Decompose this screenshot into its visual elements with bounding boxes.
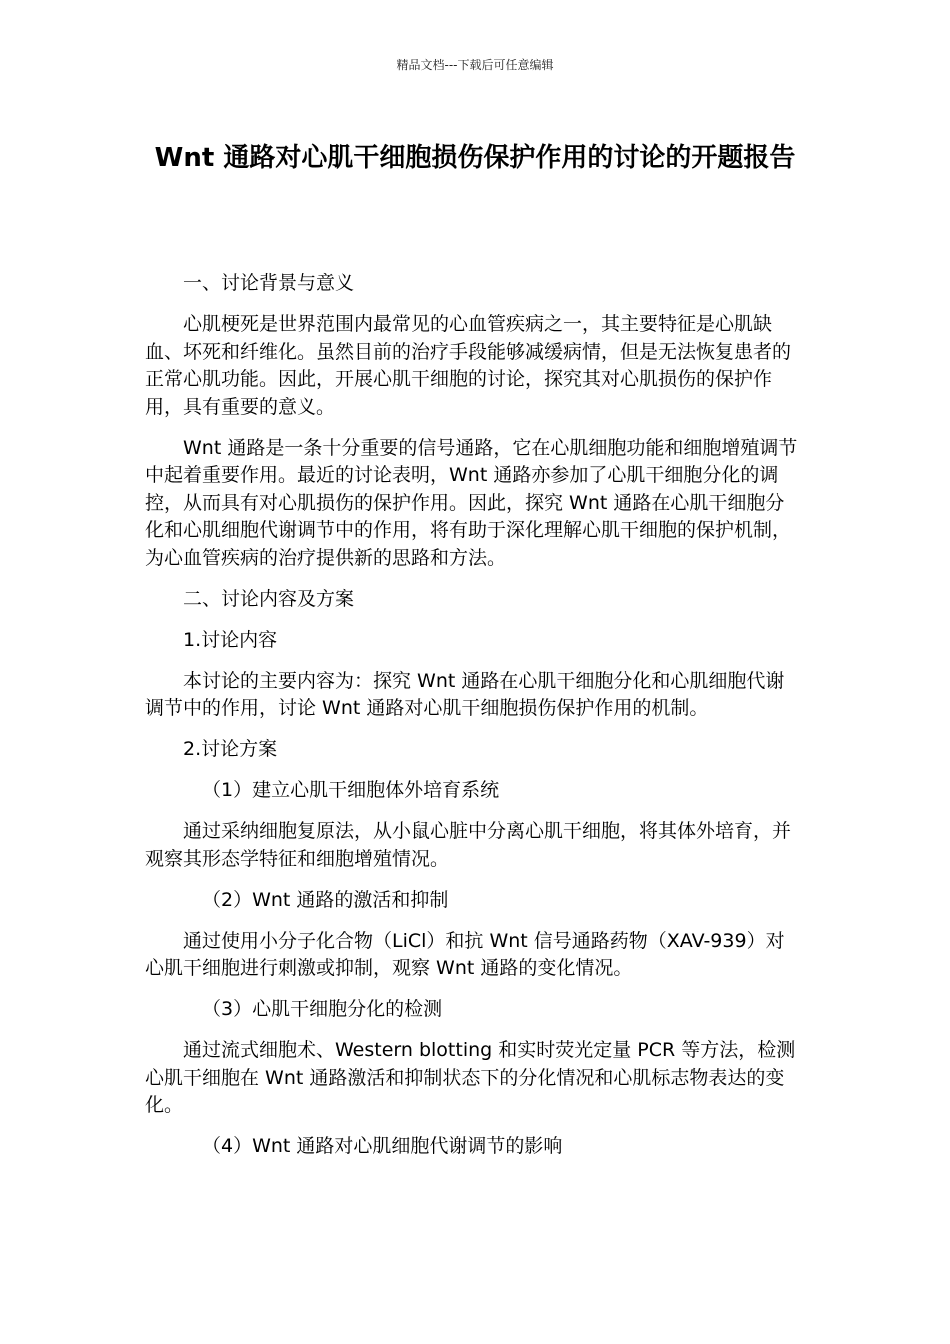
content-heading: 1.讨论内容 xyxy=(183,628,278,651)
content-paragraph: 本讨论的主要内容为：探究 Wnt 通路在心肌干细胞分化和心肌细胞代谢调节中的作用，讨论 Wnt 通路对心肌干细胞损伤保护作用的机制。 xyxy=(145,669,785,719)
section1-paragraph1: 心肌梗死是世界范围内最常见的心血管疾病之一，其主要特征是心肌缺血、坏死和纤维化。虽然目前的治疗手段能够减缓病情，但是无法恢复患者的正常心肌功能。因此，开展心肌干细胞的讨论，探究其对心肌损伤的保护作用，具有重要的意义。 xyxy=(145,313,792,418)
step3-paragraph: 通过流式细胞术、Western blotting 和实时荧光定量 PCR 等方法，检测心肌干细胞在 Wnt 通路激活和抑制状态下的分化情况和心肌标志物表达的变化。 xyxy=(145,1039,796,1116)
step3-heading: （3）心肌干细胞分化的检测 xyxy=(202,998,443,1020)
plan-heading: 2.讨论方案 xyxy=(183,738,278,760)
section1-heading: 一、讨论背景与意义 xyxy=(183,272,355,294)
step2-paragraph: 通过使用小分子化合物（LiCl）和抗 Wnt 信号通路药物（XAV-939）对心肌干细胞进行刺激或抑制，观察 Wnt 通路的变化情况。 xyxy=(145,929,785,979)
section2-heading: 二、讨论内容及方案 xyxy=(183,587,355,610)
step1-heading: （1）建立心肌干细胞体外培育系统 xyxy=(202,779,500,801)
step4-heading: （4）Wnt 通路对心肌细胞代谢调节的影响 xyxy=(202,1135,563,1157)
step2-heading: （2）Wnt 通路的激活和抑制 xyxy=(202,888,449,911)
section1-paragraph2: Wnt 通路是一条十分重要的信号通路，它在心肌细胞功能和细胞增殖调节中起着重要作用。最近的讨论表明，Wnt 通路亦参加了心肌干细胞分化的调控，从而具有对心肌损伤的保护作用。因此，探究 Wnt 通路在心肌干细胞分化和心肌细胞代谢调节中的作用，将有助于深化理解心肌干细胞的保护机制，为心血管疾病的治疗提供新的思路和方法。 xyxy=(145,436,798,569)
step1-paragraph: 通过采纳细胞复原法，从小鼠心脏中分离心肌干细胞，将其体外培育，并观察其形态学特征和细胞增殖情况。 xyxy=(145,820,792,870)
document-title: Wnt 通路对心肌干细胞损伤保护作用的讨论的开题报告 xyxy=(154,143,796,173)
page-header-watermark: 精品文档---下载后可任意编辑 xyxy=(396,58,554,72)
document-body xyxy=(145,270,800,1174)
